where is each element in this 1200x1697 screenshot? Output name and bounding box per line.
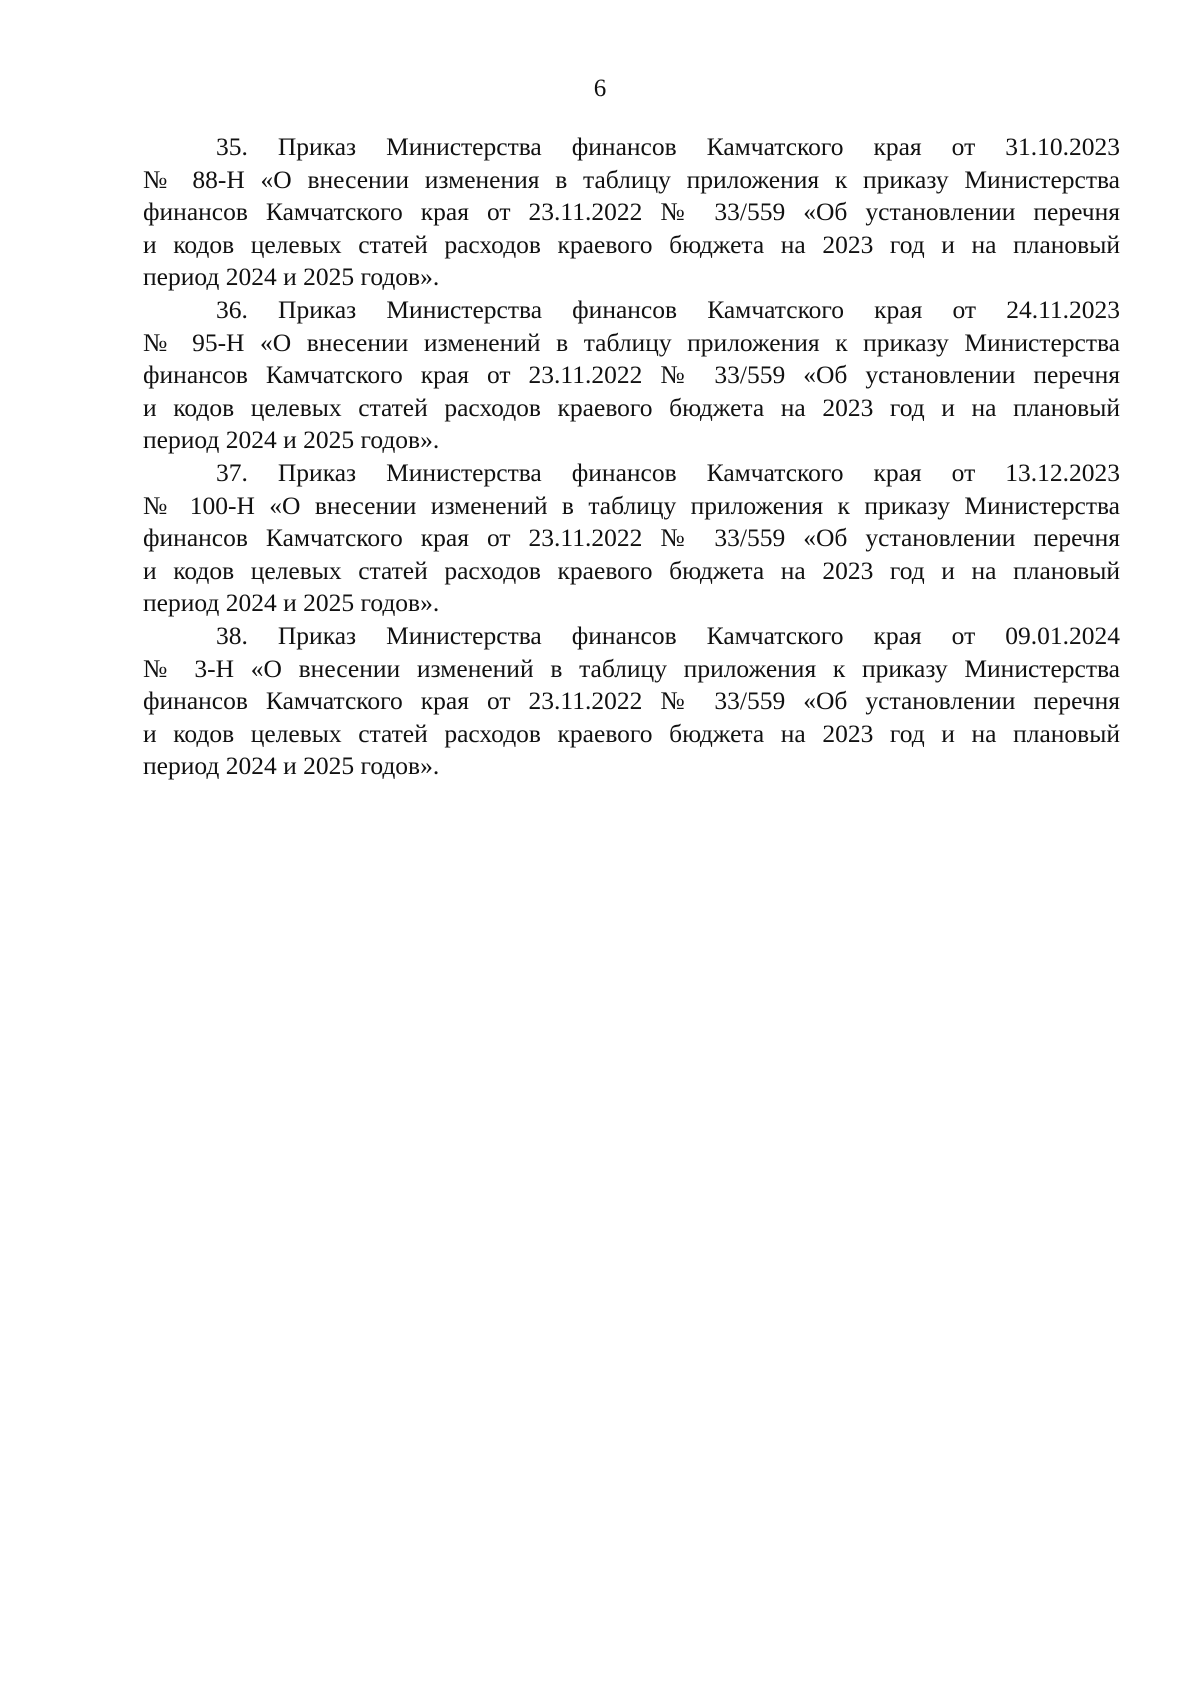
item-line: финансов Камчатского края от 23.11.2022 № 33/559 «Об установлении перечня — [143, 360, 1120, 390]
item-line: и кодов целевых статей расходов краевого бюджета на 2023 год и на плановый — [143, 718, 1120, 748]
list-item-36 — [143, 294, 1120, 457]
item-line: период 2024 и 2025 годов». — [143, 425, 440, 455]
item-line: период 2024 и 2025 годов». — [143, 588, 440, 618]
item-line: период 2024 и 2025 годов». — [143, 751, 440, 781]
item-line: 35. Приказ Министерства финансов Камчатского края от 31.10.2023 — [216, 132, 1120, 161]
item-line: № 95-Н «О внесении изменений в таблицу приложения к приказу Министерства — [143, 327, 1120, 357]
item-line: финансов Камчатского края от 23.11.2022 № 33/559 «Об установлении перечня — [143, 197, 1120, 227]
document-body — [143, 131, 1120, 783]
list-item-37 — [143, 457, 1120, 620]
item-line: 38. Приказ Министерства финансов Камчатского края от 09.01.2024 — [216, 620, 1120, 650]
item-line: и кодов целевых статей расходов краевого бюджета на 2023 год и на плановый — [143, 555, 1120, 585]
item-line: финансов Камчатского края от 23.11.2022 № 33/559 «Об установлении перечня — [143, 686, 1120, 716]
item-line: № 100-Н «О внесении изменений в таблицу приложения к приказу Министерства — [143, 490, 1120, 520]
item-line: № 88-Н «О внесении изменения в таблицу приложения к приказу Министерства — [143, 164, 1120, 194]
item-line: и кодов целевых статей расходов краевого бюджета на 2023 год и на плановый — [143, 392, 1120, 422]
item-line: № 3-Н «О внесении изменений в таблицу приложения к приказу Министерства — [143, 653, 1120, 683]
item-line: 37. Приказ Министерства финансов Камчатского края от 13.12.2023 — [216, 457, 1120, 487]
item-line: и кодов целевых статей расходов краевого бюджета на 2023 год и на плановый — [143, 229, 1120, 259]
page-number: 6 — [593, 75, 607, 102]
list-item-38 — [143, 620, 1120, 783]
item-line: финансов Камчатского края от 23.11.2022 № 33/559 «Об установлении перечня — [143, 523, 1120, 553]
list-item-35 — [143, 131, 1120, 294]
item-line: период 2024 и 2025 годов». — [143, 262, 440, 292]
item-line: 36. Приказ Министерства финансов Камчатского края от 24.11.2023 — [216, 294, 1120, 324]
